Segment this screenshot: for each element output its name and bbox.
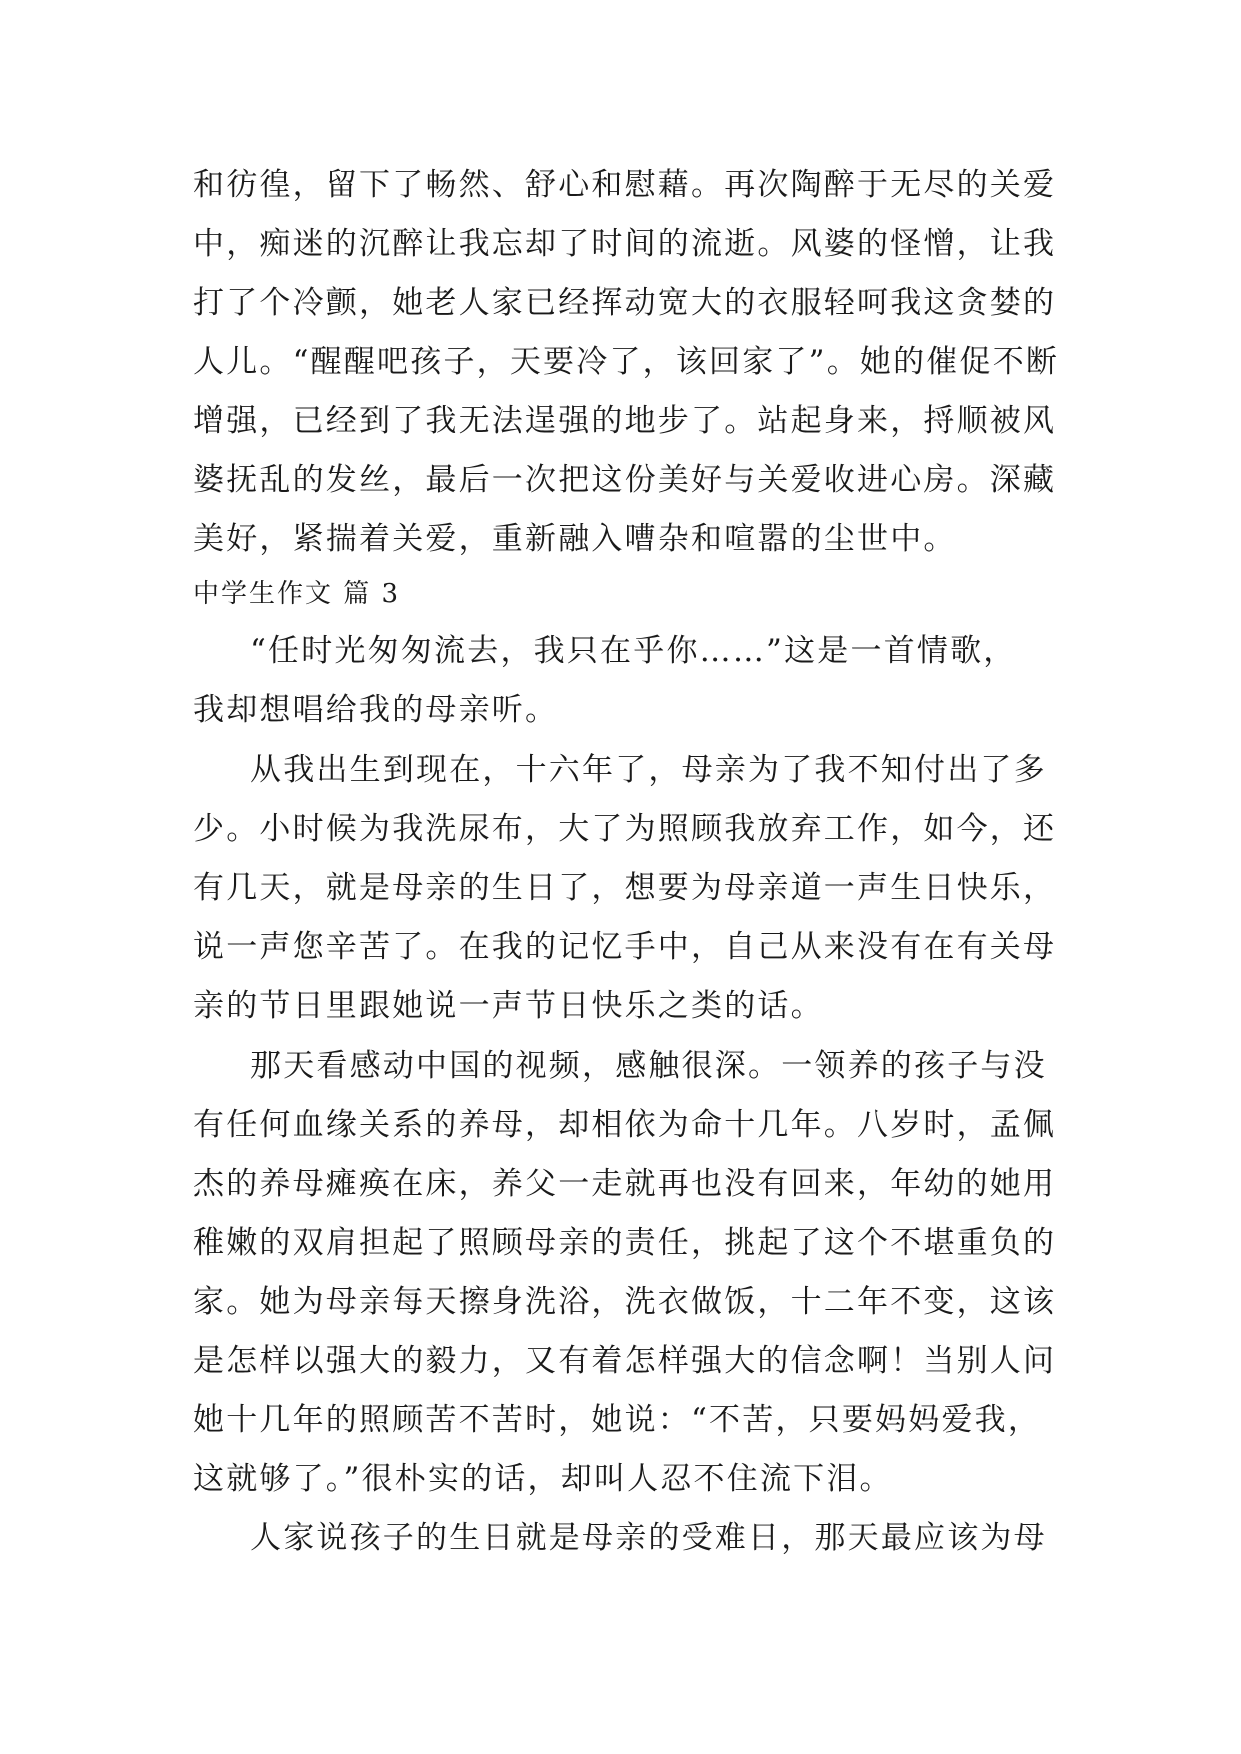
text-line: 和彷徨，留下了畅然、舒心和慰藉。再次陶醉于无尽的关爱 <box>193 167 1057 203</box>
section-heading: 中学生作文 篇 3 <box>193 579 401 609</box>
text-line: 稚嫩的双肩担起了照顾母亲的责任，挑起了这个不堪重负的 <box>193 1225 1057 1261</box>
text-line: 婆抚乱的发丝，最后一次把这份美好与关爱收进心房。深藏 <box>193 462 1057 498</box>
text-line: 说一声您辛苦了。在我的记忆手中，自己从来没有在有关母 <box>193 929 1057 965</box>
text-line: 那天看感动中国的视频，感触很深。一领养的孩子与没 <box>250 1048 1047 1084</box>
text-line: 有几天，就是母亲的生日了，想要为母亲道一声生日快乐， <box>193 870 1057 906</box>
text-line: 打了个冷颤，她老人家已经挥动宽大的衣服轻呵我这贪婪的 <box>193 285 1057 321</box>
text-line: 这就够了。”很朴实的话，却叫人忍不住流下泪。 <box>193 1461 893 1497</box>
text-line: 有任何血缘关系的养母，却相依为命十几年。八岁时，孟佩 <box>193 1107 1057 1143</box>
text-line: 中，痴迷的沉醉让我忘却了时间的流逝。风婆的怪憎，让我 <box>193 226 1057 262</box>
text-line: 她十几年的照顾苦不苦时，她说：“不苦，只要妈妈爱我， <box>193 1402 1042 1438</box>
text-line: 亲的节日里跟她说一声节日快乐之类的话。 <box>193 988 824 1024</box>
text-line: 美好，紧揣着关爱，重新融入嘈杂和喧嚣的尘世中。 <box>193 521 957 557</box>
text-line: 人家说孩子的生日就是母亲的受难日，那天最应该为母 <box>250 1520 1047 1556</box>
text-line: 杰的养母瘫痪在床，养父一走就再也没有回来，年幼的她用 <box>193 1166 1057 1202</box>
text-line: 增强，已经到了我无法逞强的地步了。站起身来，捋顺被风 <box>193 403 1057 439</box>
text-line: 少。小时候为我洗尿布，大了为照顾我放弃工作，如今，还 <box>193 811 1057 847</box>
text-line: 我却想唱给我的母亲听。 <box>193 692 559 728</box>
text-line: 从我出生到现在，十六年了，母亲为了我不知付出了多 <box>250 752 1047 788</box>
text-line: 家。她为母亲每天擦身洗浴，洗衣做饭，十二年不变，这该 <box>193 1284 1057 1320</box>
text-line: “任时光匆匆流去，我只在乎你……”这是一首情歌， <box>250 633 1017 669</box>
text-line: 人儿。“醒醒吧孩子，天要冷了，该回家了”。她的催促不断 <box>193 344 1060 380</box>
text-line: 是怎样以强大的毅力，又有着怎样强大的信念啊！当别人问 <box>193 1343 1057 1379</box>
